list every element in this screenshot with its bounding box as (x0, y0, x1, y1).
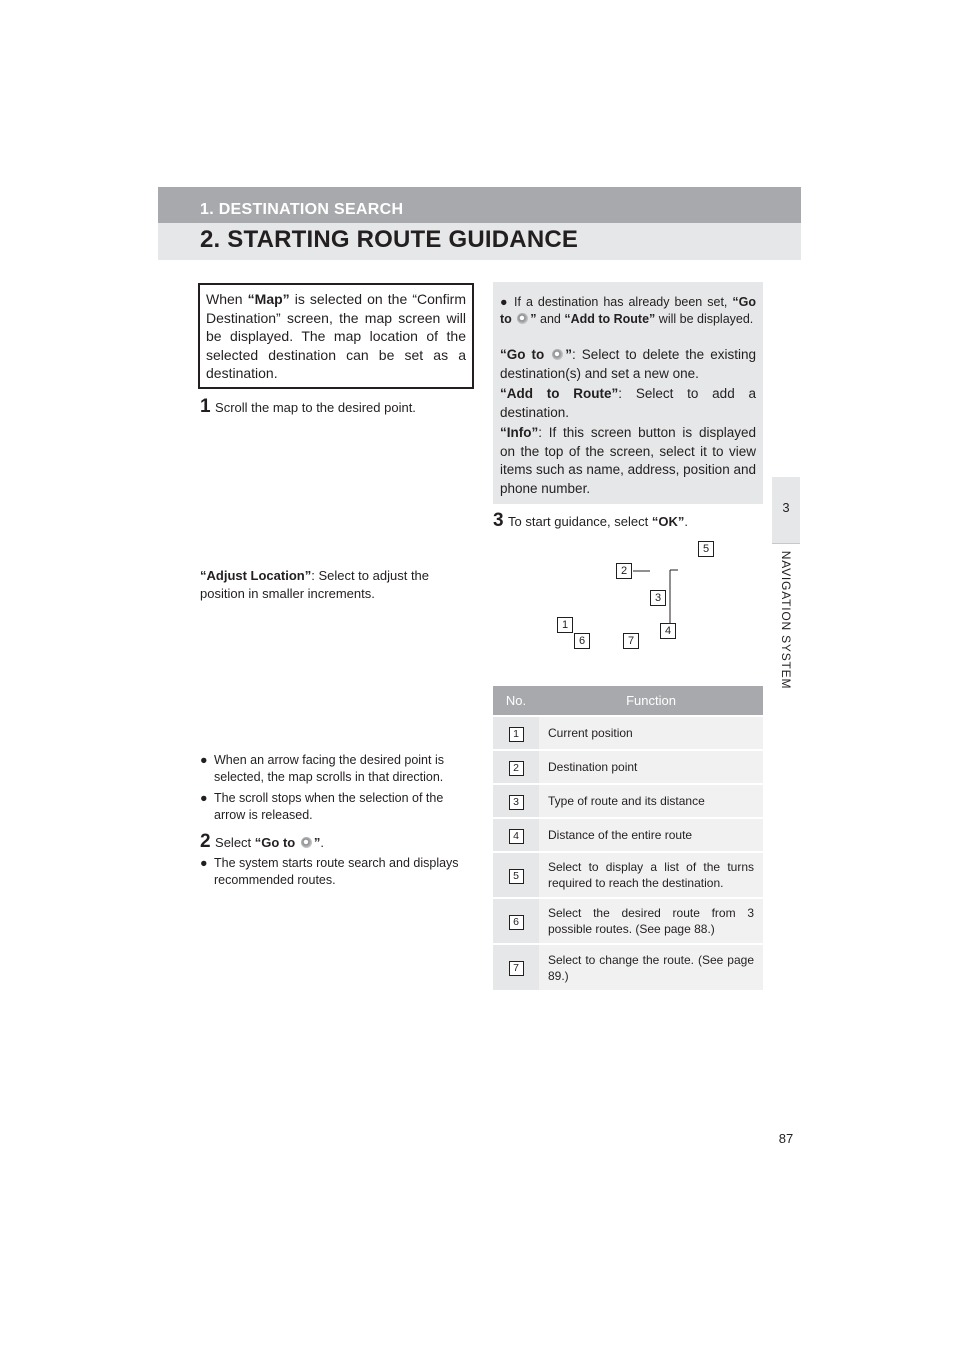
bullet-3-line-1: The system starts route search and displays (214, 856, 459, 870)
row-number: 4 (509, 829, 524, 844)
bullet-2-line-2: arrow is released. (214, 808, 313, 822)
callout-4: 4 (660, 623, 676, 639)
bullet-dot: ● (200, 791, 208, 805)
step-1-text: Scroll the map to the desired point. (215, 400, 416, 415)
table-row (493, 818, 763, 852)
page-number: 87 (778, 1131, 794, 1146)
table-header-no: No. (493, 686, 539, 716)
callout-leader-lines (490, 535, 730, 655)
info-1-add-to-route: “Add to Route” (564, 312, 656, 326)
row-number: 3 (509, 795, 524, 810)
bullet-dot: ● (500, 295, 510, 309)
bullet-dot: ● (200, 753, 208, 767)
step-2-number: 2 (200, 831, 211, 852)
callout-7: 7 (623, 633, 639, 649)
row-number: 7 (509, 961, 524, 976)
bullet-3-line-2: recommended routes. (214, 873, 336, 887)
info-go-to-description (500, 346, 756, 383)
intro-map-label: “Map” (247, 291, 290, 307)
table-header-function: Function (539, 686, 763, 716)
intro-post: is selected on the “Confirm Destination” screen, the map screen will be displayed. The map location of the selected destination can be set as a destination. (206, 291, 466, 382)
adjust-location-description (200, 567, 470, 603)
info-1-go-close: ” (530, 312, 537, 326)
step-2-pre: Select (215, 835, 255, 850)
function-table (493, 686, 763, 990)
bullet-2-line-1: The scroll stops when the selection of the (214, 791, 444, 805)
step-2-go-close: ” (313, 835, 321, 850)
callout-1: 1 (557, 617, 573, 633)
row-function: Destination point (539, 750, 763, 784)
adjust-location-label: “Adjust Location” (200, 568, 312, 583)
row-function: Type of route and its distance (539, 784, 763, 818)
step-1 (200, 396, 416, 418)
info-4-text: : If this screen button is displayed on the top of the screen, select it to view items such as name, address, position and phone number. (500, 425, 756, 496)
row-number: 1 (509, 727, 524, 742)
row-function: Select the desired route from 3 possible routes. (See page 88.) (539, 898, 763, 944)
info-note-box (493, 282, 763, 504)
info-existing-destination (500, 294, 756, 328)
table-row (493, 716, 763, 750)
row-function: Select to change the route. (See page 89.) (539, 944, 763, 990)
row-number: 6 (509, 915, 524, 930)
table-row (493, 784, 763, 818)
step-1-number: 1 (200, 396, 211, 417)
step-3-pre: To start guidance, select (508, 514, 652, 529)
info-add-to-route-description (500, 385, 756, 422)
row-function: Current position (539, 716, 763, 750)
side-tab-divider (772, 543, 800, 544)
table-row (493, 944, 763, 990)
intro-pre: When (206, 291, 248, 307)
table-row (493, 852, 763, 898)
info-1-go-open: “Go to (500, 295, 756, 326)
adjust-location-text: : Select to adjust the position in smaller increments. (200, 568, 430, 601)
step-3-number: 3 (493, 510, 504, 531)
step-3-ok-label: “OK” (651, 514, 685, 529)
bullet-1-line-1: When an arrow facing the desired point is (214, 753, 444, 767)
callout-6: 6 (574, 633, 590, 649)
chapter-side-label: NAVIGATION SYSTEM (779, 550, 793, 690)
info-2-text: : Select to delete the existing destination(s) and set a new one. (500, 347, 756, 381)
intro-note-box (198, 283, 474, 389)
chapter-title: 2. STARTING ROUTE GUIDANCE (200, 226, 579, 253)
bullet-scroll-stop (200, 790, 472, 824)
step-3-end: . (684, 514, 688, 529)
info-3-text: : Select to add a destination. (500, 386, 756, 420)
callout-5: 5 (698, 541, 714, 557)
step-3 (493, 510, 688, 532)
info-2-go-close: ” (565, 347, 573, 362)
table-header-row (493, 686, 763, 716)
bullet-route-search (200, 855, 472, 889)
section-title: 1. DESTINATION SEARCH (200, 201, 404, 218)
chapter-tab-number: 3 (782, 500, 790, 515)
info-3-label: “Add to Route” (500, 386, 619, 401)
bullet-dot: ● (200, 856, 208, 870)
row-number: 2 (509, 761, 524, 776)
info-4-label: “Info” (500, 425, 539, 440)
info-info-description (500, 424, 756, 498)
row-number: 5 (509, 869, 524, 884)
info-1-pre: If a destination has already been set, (514, 295, 733, 309)
destination-disc-icon (301, 837, 312, 848)
callout-3: 3 (650, 590, 666, 606)
step-2-go-open: “Go to (254, 835, 299, 850)
step-2 (200, 831, 324, 853)
bullet-1-line-2: selected, the map scrolls in that direction. (214, 770, 444, 784)
info-1-and: and (536, 312, 565, 326)
destination-disc-icon (552, 349, 563, 360)
callout-2: 2 (616, 563, 632, 579)
bullet-arrow-scroll (200, 752, 472, 786)
row-function: Select to display a list of the turns required to reach the destination. (539, 852, 763, 898)
table-row (493, 750, 763, 784)
destination-disc-icon (517, 313, 528, 324)
table-row (493, 898, 763, 944)
step-2-end: . (320, 835, 324, 850)
row-function: Distance of the entire route (539, 818, 763, 852)
info-1-post: will be displayed. (655, 312, 754, 326)
info-2-go-open: “Go to (500, 347, 551, 362)
